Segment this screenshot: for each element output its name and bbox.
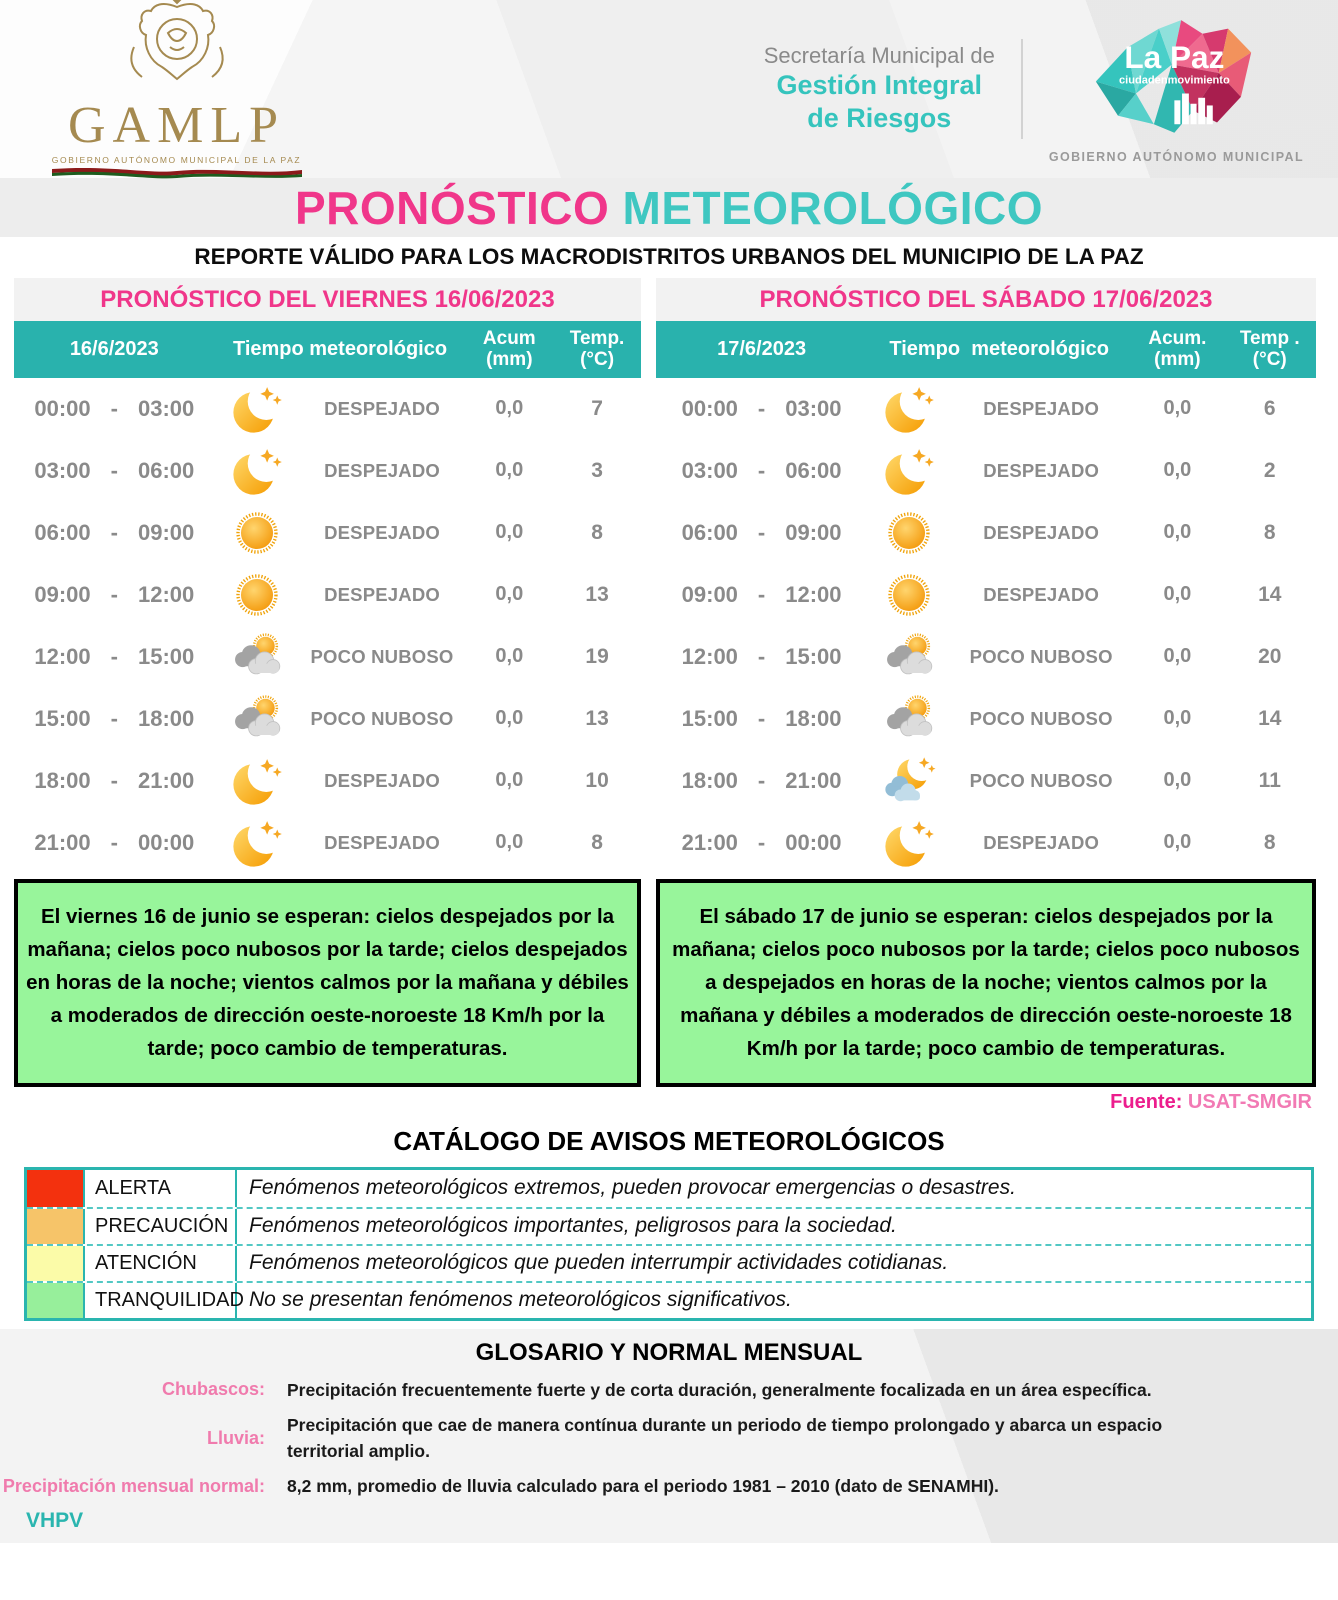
col-header-acum-line1: Acum. [1148, 327, 1207, 349]
acum-value: 0,0 [1163, 459, 1192, 482]
time-dash: - [110, 705, 118, 731]
forecast-row [14, 626, 641, 688]
weather-condition: DESPEJADO [324, 583, 440, 605]
level-description: Fenómenos meteorológicos importantes, peligrosos para la sociedad. [249, 1214, 897, 1238]
time-dash: - [757, 395, 766, 421]
acum-value: 0,0 [495, 645, 524, 668]
weather-condition: DESPEJADO [324, 831, 440, 853]
lapaz-caption: GOBIERNO AUTÓNOMO MUNICIPAL [1048, 149, 1304, 164]
weather-cell [215, 382, 466, 436]
col-header-temp-line2: (°C) [580, 349, 615, 371]
temp-value: 11 [1258, 768, 1281, 792]
time-dash: - [110, 767, 118, 793]
glossary-term: Chubascos: [161, 1379, 265, 1400]
moon-stars-icon [215, 754, 299, 808]
secretaria-line1: Secretaría Municipal de [763, 42, 995, 68]
time-range [14, 768, 215, 794]
weather-cell [215, 630, 466, 684]
time-dash: - [110, 519, 118, 545]
temp-value: 13 [585, 706, 609, 730]
weather-cell [215, 568, 466, 622]
sun-clouds-icon [215, 692, 299, 746]
time-start: 03:00 [34, 457, 91, 483]
level-description: Fenómenos meteorológicos que pueden interrumpir actividades cotidianas. [249, 1251, 949, 1275]
time-end: 06:00 [785, 457, 842, 483]
lapaz-title: La Paz [1124, 38, 1225, 75]
acum-value: 0,0 [1163, 645, 1192, 668]
catalog-row [27, 1244, 1311, 1281]
forecast-row [656, 750, 1316, 812]
time-end: 00:00 [137, 829, 195, 855]
time-dash: - [757, 705, 766, 731]
time-range [656, 396, 867, 422]
forecast-row [14, 812, 641, 874]
weather-cell [867, 816, 1131, 870]
glossary-entries [0, 1377, 1338, 1500]
weather-condition: DESPEJADO [983, 583, 1100, 605]
time-end: 06:00 [137, 457, 195, 483]
time-end: 12:00 [137, 581, 195, 607]
time-range [656, 458, 867, 484]
col-header-acum [1131, 328, 1223, 371]
forecast-row [14, 564, 641, 626]
time-range [656, 768, 867, 794]
sun-icon [867, 506, 951, 560]
weather-condition: DESPEJADO [324, 459, 440, 481]
time-range [656, 582, 867, 608]
weather-cell [867, 754, 1131, 808]
glossary-entry [0, 1377, 1298, 1403]
glossary-entry [0, 1473, 1298, 1499]
col-header-temp-line2: (°C) [1252, 349, 1287, 371]
time-start: 00:00 [34, 395, 91, 421]
sun-clouds-icon [867, 692, 951, 746]
temp-value: 6 [1263, 396, 1276, 420]
summary-saturday [656, 879, 1316, 1087]
gamlp-crest-icon [118, 0, 236, 98]
time-dash: - [110, 395, 118, 421]
catalog-row [27, 1207, 1311, 1244]
sun-clouds-icon [867, 630, 951, 684]
forecast-row [656, 502, 1316, 564]
temp-value: 10 [585, 768, 609, 792]
temp-value: 3 [591, 458, 603, 482]
time-dash: - [757, 457, 766, 483]
summary-friday-text: El viernes 16 de junio se esperan: cielos despejados por la mañana; cielos poco nubosos por la tarde; cielos despejados en horas de la noche; vientos calmos por la mañana y débiles a moderados de dirección oeste-noroeste 18 Km/h por la tarde; poco cambio de temperaturas. [26, 904, 629, 1061]
glossary-definition: Precipitación frecuentemente fuerte y de corta duración, generalmente focalizada en un área específica. [287, 1379, 1152, 1400]
lapaz-subtitle: ciudadenmovimiento [1118, 73, 1230, 86]
table-body-friday [14, 378, 641, 874]
time-start: 12:00 [681, 643, 738, 669]
acum-value: 0,0 [495, 521, 524, 544]
acum-value: 0,0 [495, 397, 524, 420]
weather-cell [215, 816, 466, 870]
sun-icon [215, 568, 299, 622]
level-color-swatch [27, 1170, 85, 1207]
forecast-row [14, 378, 641, 440]
temp-value: 19 [585, 644, 609, 668]
level-label: PRECAUCIÓN [85, 1209, 237, 1244]
temp-value: 8 [591, 520, 603, 544]
time-range [14, 706, 215, 732]
col-header-acum-line2: (mm) [486, 349, 533, 371]
page-header [0, 0, 1338, 178]
gamlp-logo [34, 0, 319, 184]
temp-value: 8 [1263, 830, 1276, 854]
weather-cell [215, 506, 466, 560]
time-range [656, 706, 867, 732]
col-header-weather: Tiempo meteorológico [232, 337, 448, 360]
acum-value: 0,0 [1163, 707, 1192, 730]
time-end: 15:00 [137, 643, 195, 669]
time-start: 09:00 [681, 581, 738, 607]
weather-cell [867, 692, 1131, 746]
time-dash: - [757, 581, 766, 607]
time-end: 03:00 [785, 395, 842, 421]
time-dash: - [757, 643, 766, 669]
moon-stars-icon [215, 382, 299, 436]
time-end: 21:00 [785, 767, 842, 793]
time-start: 15:00 [681, 705, 738, 731]
time-dash: - [757, 767, 766, 793]
acum-value: 0,0 [1163, 521, 1192, 544]
weather-condition: POCO NUBOSO [969, 769, 1113, 791]
weather-condition: POCO NUBOSO [310, 645, 454, 667]
col-header-weather: Tiempo meteorológico [889, 337, 1110, 360]
col-header-acum [465, 328, 553, 371]
weather-condition: DESPEJADO [324, 769, 440, 791]
report-subtitle: REPORTE VÁLIDO PARA LOS MACRODISTRITOS URBANOS DEL MUNICIPIO DE LA PAZ [0, 237, 1338, 278]
temp-value: 2 [1263, 458, 1276, 482]
acum-value: 0,0 [495, 459, 524, 482]
weather-condition: DESPEJADO [324, 521, 440, 543]
moon-stars-icon [867, 816, 951, 870]
table-header-saturday [656, 321, 1316, 378]
forecast-row [656, 564, 1316, 626]
time-range [14, 644, 215, 670]
time-start: 03:00 [681, 457, 738, 483]
acum-value: 0,0 [1163, 831, 1192, 854]
time-dash: - [110, 643, 118, 669]
sun-clouds-icon [215, 630, 299, 684]
weather-condition: POCO NUBOSO [310, 707, 454, 729]
acum-value: 0,0 [495, 831, 524, 854]
time-end: 09:00 [137, 519, 195, 545]
gamlp-acronym: GAMLP [67, 96, 286, 154]
weather-cell [867, 506, 1131, 560]
glossary-term: Lluvia: [206, 1427, 265, 1448]
forecast-section [0, 278, 1338, 1087]
level-description: No se presentan fenómenos meteorológicos significativos. [249, 1288, 792, 1312]
moon-stars-icon [867, 444, 951, 498]
table-header-friday [14, 321, 641, 378]
weather-cell [215, 444, 466, 498]
forecast-title-saturday: PRONÓSTICO DEL SÁBADO 17/06/2023 [656, 278, 1316, 321]
acum-value: 0,0 [1163, 397, 1192, 420]
forecast-column-friday [14, 278, 641, 1087]
forecast-row [656, 688, 1316, 750]
catalog-table [24, 1167, 1314, 1321]
time-end: 15:00 [785, 643, 842, 669]
gamlp-ribbon-icon [52, 165, 302, 184]
col-header-acum-line1: Acum [482, 327, 536, 349]
col-header-temp [553, 328, 641, 371]
time-start: 06:00 [681, 519, 738, 545]
weather-cell [215, 692, 466, 746]
catalog-row [27, 1170, 1311, 1207]
main-title-part2: METEOROLÓGICO [622, 182, 1044, 234]
table-body-saturday [656, 378, 1316, 874]
time-end: 12:00 [785, 581, 842, 607]
col-header-acum-line2: (mm) [1154, 349, 1201, 371]
glossary-entry [0, 1412, 1298, 1465]
time-end: 09:00 [785, 519, 842, 545]
summary-friday [14, 879, 641, 1087]
time-dash: - [110, 457, 118, 483]
weather-condition: POCO NUBOSO [969, 645, 1113, 667]
weather-condition: DESPEJADO [983, 459, 1100, 481]
main-title [0, 178, 1338, 237]
time-range [14, 582, 215, 608]
time-start: 12:00 [34, 643, 91, 669]
time-dash: - [757, 829, 766, 855]
forecast-row [14, 688, 641, 750]
time-start: 09:00 [34, 581, 91, 607]
time-end: 18:00 [785, 705, 842, 731]
weather-condition: DESPEJADO [983, 831, 1100, 853]
level-label: ALERTA [85, 1170, 237, 1207]
weather-condition: DESPEJADO [983, 397, 1100, 419]
temp-value: 8 [591, 830, 603, 854]
time-dash: - [110, 829, 118, 855]
level-description: Fenómenos meteorológicos extremos, pueden provocar emergencias o desastres. [249, 1176, 1016, 1200]
acum-value: 0,0 [1163, 583, 1192, 606]
level-color-swatch [27, 1283, 85, 1318]
sun-icon [215, 506, 299, 560]
weather-cell [867, 382, 1131, 436]
col-header-date: 17/6/2023 [717, 337, 807, 360]
weather-condition: DESPEJADO [983, 521, 1100, 543]
secretaria-lapaz-block [764, 15, 1304, 164]
time-dash: - [757, 519, 766, 545]
lapaz-logo [1049, 15, 1304, 164]
sun-icon [867, 568, 951, 622]
forecast-row [14, 440, 641, 502]
temp-value: 20 [1258, 644, 1282, 668]
forecast-title-friday: PRONÓSTICO DEL VIERNES 16/06/2023 [14, 278, 641, 321]
weather-condition: DESPEJADO [324, 397, 440, 419]
acum-value: 0,0 [1163, 769, 1192, 792]
secretaria-line2: Gestión Integral [776, 70, 983, 101]
temp-value: 7 [591, 396, 603, 420]
weather-cell [867, 630, 1131, 684]
moon-stars-icon [215, 444, 299, 498]
forecast-column-saturday [656, 278, 1316, 1087]
forecast-row [656, 378, 1316, 440]
level-label: TRANQUILIDAD [85, 1283, 237, 1318]
glossary-term: Precipitación mensual normal: [2, 1475, 265, 1496]
weather-cell [867, 568, 1131, 622]
weather-cell [215, 754, 466, 808]
temp-value: 14 [1258, 582, 1282, 606]
time-range [14, 458, 215, 484]
level-label: ATENCIÓN [85, 1246, 237, 1281]
source-label: Fuente: [1110, 1090, 1183, 1113]
time-end: 18:00 [137, 705, 195, 731]
main-title-part1: PRONÓSTICO [294, 182, 610, 234]
time-start: 18:00 [34, 767, 91, 793]
secretaria-block [764, 43, 995, 136]
time-range [14, 396, 215, 422]
acum-value: 0,0 [495, 769, 524, 792]
glossary-title: GLOSARIO Y NORMAL MENSUAL [475, 1338, 863, 1366]
temp-value: 8 [1263, 520, 1276, 544]
col-header-date: 16/6/2023 [69, 337, 159, 360]
summary-saturday-text: El sábado 17 de junio se esperan: cielos despejados por la mañana; cielos poco nubosos por la tarde; cielos poco nubosos a despejados en horas de la noche; vientos calmos por la mañana y débiles a moderados de dirección oeste-noroeste 18 Km/h por la tarde; poco cambio de temperaturas. [672, 904, 1300, 1061]
glossary-section [0, 1329, 1338, 1543]
time-range [14, 830, 215, 856]
forecast-row [14, 502, 641, 564]
time-dash: - [110, 581, 118, 607]
time-range [656, 644, 867, 670]
acum-value: 0,0 [495, 707, 524, 730]
moon-stars-icon [215, 816, 299, 870]
time-range [656, 520, 867, 546]
gamlp-caption: GOBIERNO AUTÓNOMO MUNICIPAL DE LA PAZ [51, 154, 302, 165]
author-initials: VHPV [26, 1508, 84, 1532]
time-start: 15:00 [34, 705, 91, 731]
forecast-row [14, 750, 641, 812]
source-value: USAT-SMGIR [1187, 1090, 1312, 1113]
time-start: 06:00 [34, 519, 91, 545]
source-line [0, 1091, 1338, 1114]
time-start: 21:00 [34, 829, 91, 855]
glossary-definition: Precipitación que cae de manera contínua durante un periodo de tiempo prolongado y abarca un espacio territorial amplio. [287, 1414, 1163, 1462]
moon-stars-icon [867, 382, 951, 436]
acum-value: 0,0 [495, 583, 524, 606]
glossary-definition: 8,2 mm, promedio de lluvia calculado para el periodo 1981 – 2010 (dato de SENAMHI). [287, 1476, 999, 1497]
forecast-row [656, 626, 1316, 688]
col-header-temp-line1: Temp. [569, 327, 625, 349]
time-range [14, 520, 215, 546]
weather-cell [867, 444, 1131, 498]
col-header-temp-line1: Temp . [1239, 327, 1300, 349]
time-start: 00:00 [681, 395, 738, 421]
forecast-row [656, 440, 1316, 502]
time-start: 18:00 [681, 767, 738, 793]
time-range [656, 830, 867, 856]
temp-value: 14 [1258, 706, 1282, 730]
moon-clouds-icon [867, 754, 951, 808]
lapaz-map-icon [1074, 15, 1279, 148]
time-end: 03:00 [137, 395, 195, 421]
time-end: 00:00 [785, 829, 842, 855]
time-end: 21:00 [137, 767, 195, 793]
time-start: 21:00 [681, 829, 738, 855]
header-divider [1021, 39, 1023, 139]
temp-value: 13 [585, 582, 609, 606]
catalog-title: CATÁLOGO DE AVISOS METEOROLÓGICOS [393, 1125, 945, 1156]
level-color-swatch [27, 1246, 85, 1281]
level-color-swatch [27, 1209, 85, 1244]
forecast-row [656, 812, 1316, 874]
secretaria-line3: de Riesgos [807, 103, 952, 134]
weather-condition: POCO NUBOSO [969, 707, 1113, 729]
col-header-temp [1224, 328, 1316, 371]
catalog-row [27, 1281, 1311, 1318]
